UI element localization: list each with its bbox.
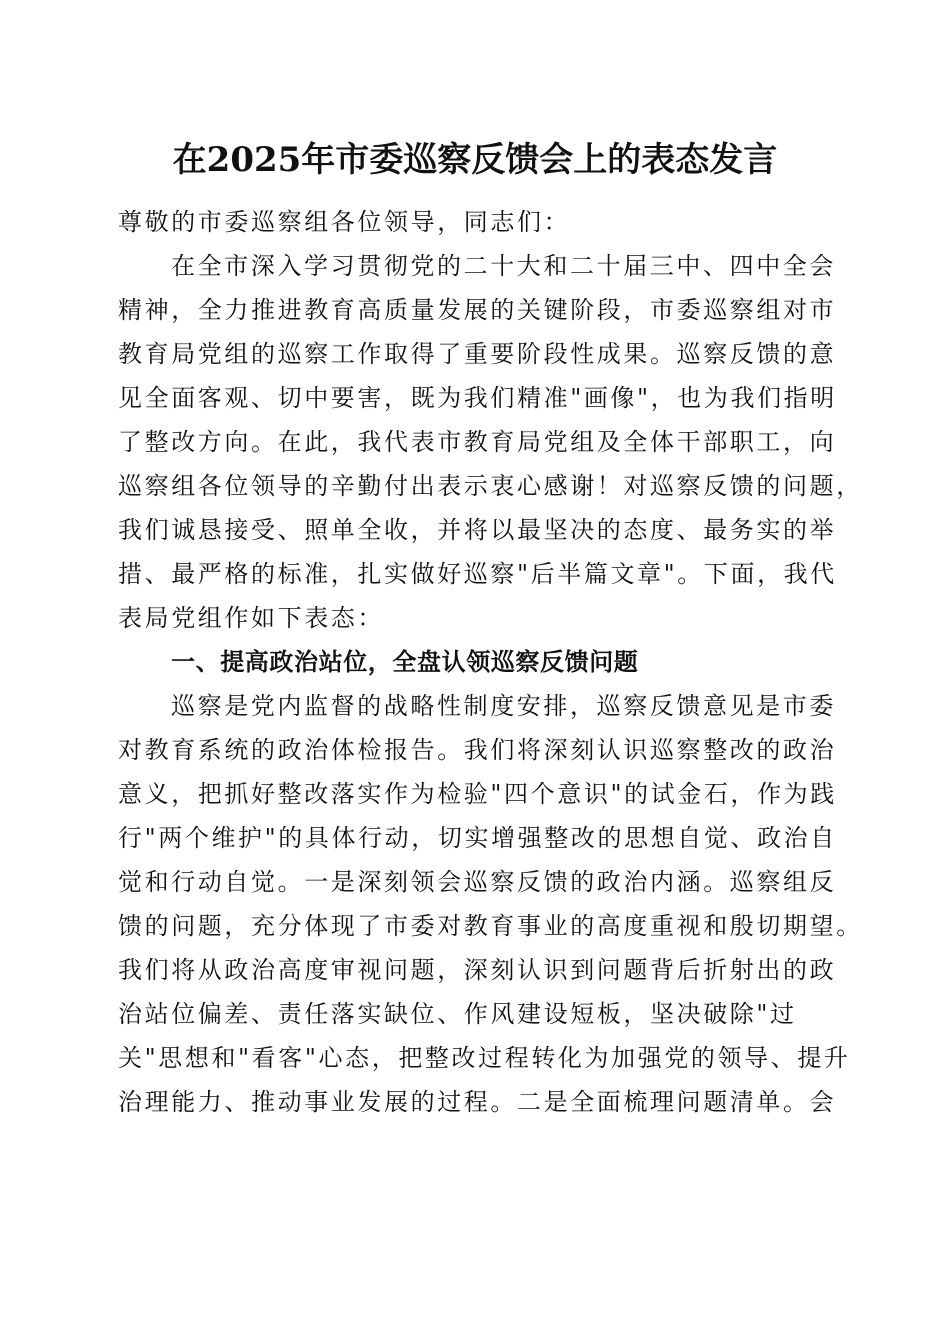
paragraph-line: 精神，全力推进教育高质量发展的关键阶段，市委巡察组对市 bbox=[118, 296, 837, 324]
paragraph-line: 治站位偏差、责任落实缺位、作风建设短板，坚决破除"过 bbox=[118, 1000, 797, 1028]
paragraph-line: 巡察组各位领导的辛勤付出表示衷心感谢！对巡察反馈的问题， bbox=[118, 472, 863, 500]
paragraph-line: 意义，把抓好整改落实作为检验"四个意识"的试金石，作为践 bbox=[118, 780, 837, 808]
paragraph-line: 见全面客观、切中要害，既为我们精准"画像"，也为我们指明 bbox=[118, 384, 837, 412]
paragraph-line: 了整改方向。在此，我代表市教育局党组及全体干部职工，向 bbox=[118, 428, 837, 456]
paragraph-line: 我们将从政治高度审视问题，深刻认识到问题背后折射出的政 bbox=[118, 956, 837, 984]
paragraph-line: 对教育系统的政治体检报告。我们将深刻认识巡察整改的政治 bbox=[118, 736, 837, 764]
paragraph-line: 馈的问题，充分体现了市委对教育事业的高度重视和殷切期望。 bbox=[118, 912, 863, 940]
section-heading: 一、提高政治站位，全盘认领巡察反馈问题 bbox=[171, 648, 639, 676]
paragraph-line: 治理能力、推动事业发展的过程。二是全面梳理问题清单。会 bbox=[118, 1088, 837, 1116]
paragraph-line: 我们诚恳接受、照单全收，并将以最坚决的态度、最务实的举 bbox=[118, 516, 837, 544]
paragraph-line: 教育局党组的巡察工作取得了重要阶段性成果。巡察反馈的意 bbox=[118, 340, 837, 368]
paragraph-line: 措、最严格的标准，扎实做好巡察"后半篇文章"。下面，我代 bbox=[118, 560, 837, 588]
paragraph-line: 关"思想和"看客"心态，把整改过程转化为加强党的领导、提升 bbox=[118, 1044, 851, 1072]
paragraph-line: 巡察是党内监督的战略性制度安排，巡察反馈意见是市委 bbox=[171, 692, 836, 720]
salutation: 尊敬的市委巡察组各位领导，同志们： bbox=[118, 208, 571, 236]
document-body bbox=[118, 200, 863, 1124]
paragraph-line: 行"两个维护"的具体行动，切实增强整改的思想自觉、政治自 bbox=[118, 824, 837, 852]
paragraph-line: 觉和行动自觉。一是深刻领会巡察反馈的政治内涵。巡察组反 bbox=[118, 868, 837, 896]
paragraph-line: 表局党组作如下表态： bbox=[118, 604, 384, 632]
paragraph-line: 在全市深入学习贯彻党的二十大和二十届三中、四中全会 bbox=[171, 252, 836, 280]
document-title: 在2025年市委巡察反馈会上的表态发言 bbox=[172, 140, 778, 180]
